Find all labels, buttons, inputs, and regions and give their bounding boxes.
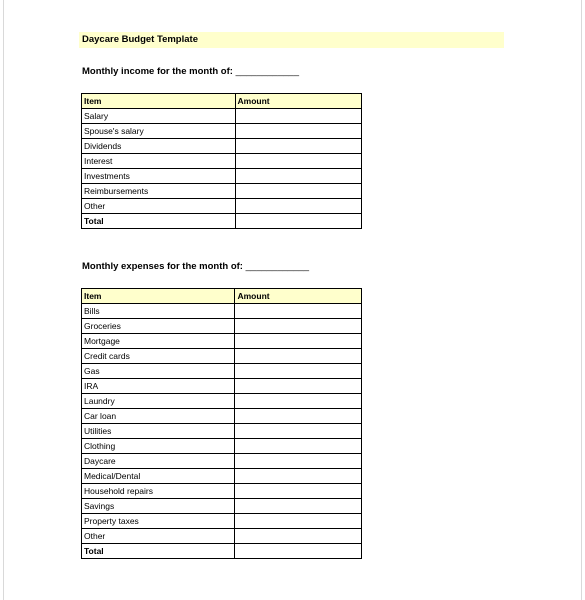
expense-item-daycare: Daycare xyxy=(82,454,235,469)
income-amount-cell[interactable] xyxy=(235,184,362,199)
table-row xyxy=(82,514,362,529)
income-header-row xyxy=(82,94,362,109)
income-total-amount[interactable] xyxy=(235,214,362,229)
income-item-salary: Salary xyxy=(82,109,236,124)
income-amount-cell[interactable] xyxy=(235,109,362,124)
expenses-total-label: Total xyxy=(82,544,235,559)
expense-amount-cell[interactable] xyxy=(235,394,362,409)
expense-amount-cell[interactable] xyxy=(235,454,362,469)
expense-amount-cell[interactable] xyxy=(235,364,362,379)
table-row xyxy=(82,454,362,469)
document-title: Daycare Budget Template xyxy=(79,32,504,48)
income-item-investments: Investments xyxy=(82,169,236,184)
table-row xyxy=(82,379,362,394)
expense-amount-cell[interactable] xyxy=(235,499,362,514)
income-amount-cell[interactable] xyxy=(235,139,362,154)
expense-item-savings: Savings xyxy=(82,499,235,514)
income-item-spouse-salary: Spouse's salary xyxy=(82,124,236,139)
income-item-reimbursements: Reimbursements xyxy=(82,184,236,199)
table-row xyxy=(82,469,362,484)
expense-amount-cell[interactable] xyxy=(235,349,362,364)
table-row xyxy=(82,124,362,139)
expense-amount-cell[interactable] xyxy=(235,379,362,394)
expense-item-gas: Gas xyxy=(82,364,235,379)
expense-amount-cell[interactable] xyxy=(235,439,362,454)
income-item-other: Other xyxy=(82,199,236,214)
expense-item-bills: Bills xyxy=(82,304,235,319)
expenses-header-row xyxy=(82,289,362,304)
expenses-amount-header: Amount xyxy=(235,289,362,304)
expense-item-car-loan: Car loan xyxy=(82,409,235,424)
expense-item-mortgage: Mortgage xyxy=(82,334,235,349)
expense-item-medical-dental: Medical/Dental xyxy=(82,469,235,484)
table-row xyxy=(82,334,362,349)
income-item-header: Item xyxy=(82,94,236,109)
income-month-blank[interactable]: ____________ xyxy=(235,66,299,77)
expense-item-utilities: Utilities xyxy=(82,424,235,439)
expense-amount-cell[interactable] xyxy=(235,469,362,484)
page-right-edge xyxy=(581,0,582,600)
income-heading-text: Monthly income for the month of: xyxy=(82,66,233,77)
income-heading xyxy=(82,66,299,77)
expense-item-laundry: Laundry xyxy=(82,394,235,409)
expense-amount-cell[interactable] xyxy=(235,409,362,424)
expense-item-property-taxes: Property taxes xyxy=(82,514,235,529)
table-row xyxy=(82,499,362,514)
table-row xyxy=(82,409,362,424)
table-row xyxy=(82,439,362,454)
table-row xyxy=(82,169,362,184)
expense-amount-cell[interactable] xyxy=(235,319,362,334)
income-item-interest: Interest xyxy=(82,154,236,169)
table-row xyxy=(82,394,362,409)
income-amount-cell[interactable] xyxy=(235,199,362,214)
table-row xyxy=(82,364,362,379)
expenses-total-row xyxy=(82,544,362,559)
table-row xyxy=(82,154,362,169)
income-table xyxy=(81,93,362,229)
expense-amount-cell[interactable] xyxy=(235,334,362,349)
expenses-table xyxy=(81,288,362,559)
income-amount-cell[interactable] xyxy=(235,154,362,169)
expense-amount-cell[interactable] xyxy=(235,484,362,499)
expense-item-clothing: Clothing xyxy=(82,439,235,454)
expense-amount-cell[interactable] xyxy=(235,514,362,529)
expense-amount-cell[interactable] xyxy=(235,529,362,544)
expenses-heading xyxy=(82,261,309,272)
table-row xyxy=(82,529,362,544)
income-amount-cell[interactable] xyxy=(235,169,362,184)
income-amount-cell[interactable] xyxy=(235,124,362,139)
table-row xyxy=(82,109,362,124)
table-row xyxy=(82,424,362,439)
expenses-month-blank[interactable]: ____________ xyxy=(245,261,310,272)
table-row xyxy=(82,199,362,214)
expenses-item-header: Item xyxy=(82,289,235,304)
expenses-heading-text: Monthly expenses for the month of: xyxy=(82,261,243,272)
table-row xyxy=(82,139,362,154)
expense-item-ira: IRA xyxy=(82,379,235,394)
expense-item-credit-cards: Credit cards xyxy=(82,349,235,364)
page-left-edge xyxy=(3,0,4,600)
expense-item-groceries: Groceries xyxy=(82,319,235,334)
income-amount-header: Amount xyxy=(235,94,362,109)
income-total-label: Total xyxy=(82,214,236,229)
table-row xyxy=(82,349,362,364)
income-total-row xyxy=(82,214,362,229)
table-row xyxy=(82,184,362,199)
expense-item-household-repairs: Household repairs xyxy=(82,484,235,499)
table-row xyxy=(82,304,362,319)
income-item-dividends: Dividends xyxy=(82,139,236,154)
expense-amount-cell[interactable] xyxy=(235,424,362,439)
table-row xyxy=(82,319,362,334)
expense-amount-cell[interactable] xyxy=(235,304,362,319)
table-row xyxy=(82,484,362,499)
expenses-total-amount[interactable] xyxy=(235,544,362,559)
expense-item-other: Other xyxy=(82,529,235,544)
